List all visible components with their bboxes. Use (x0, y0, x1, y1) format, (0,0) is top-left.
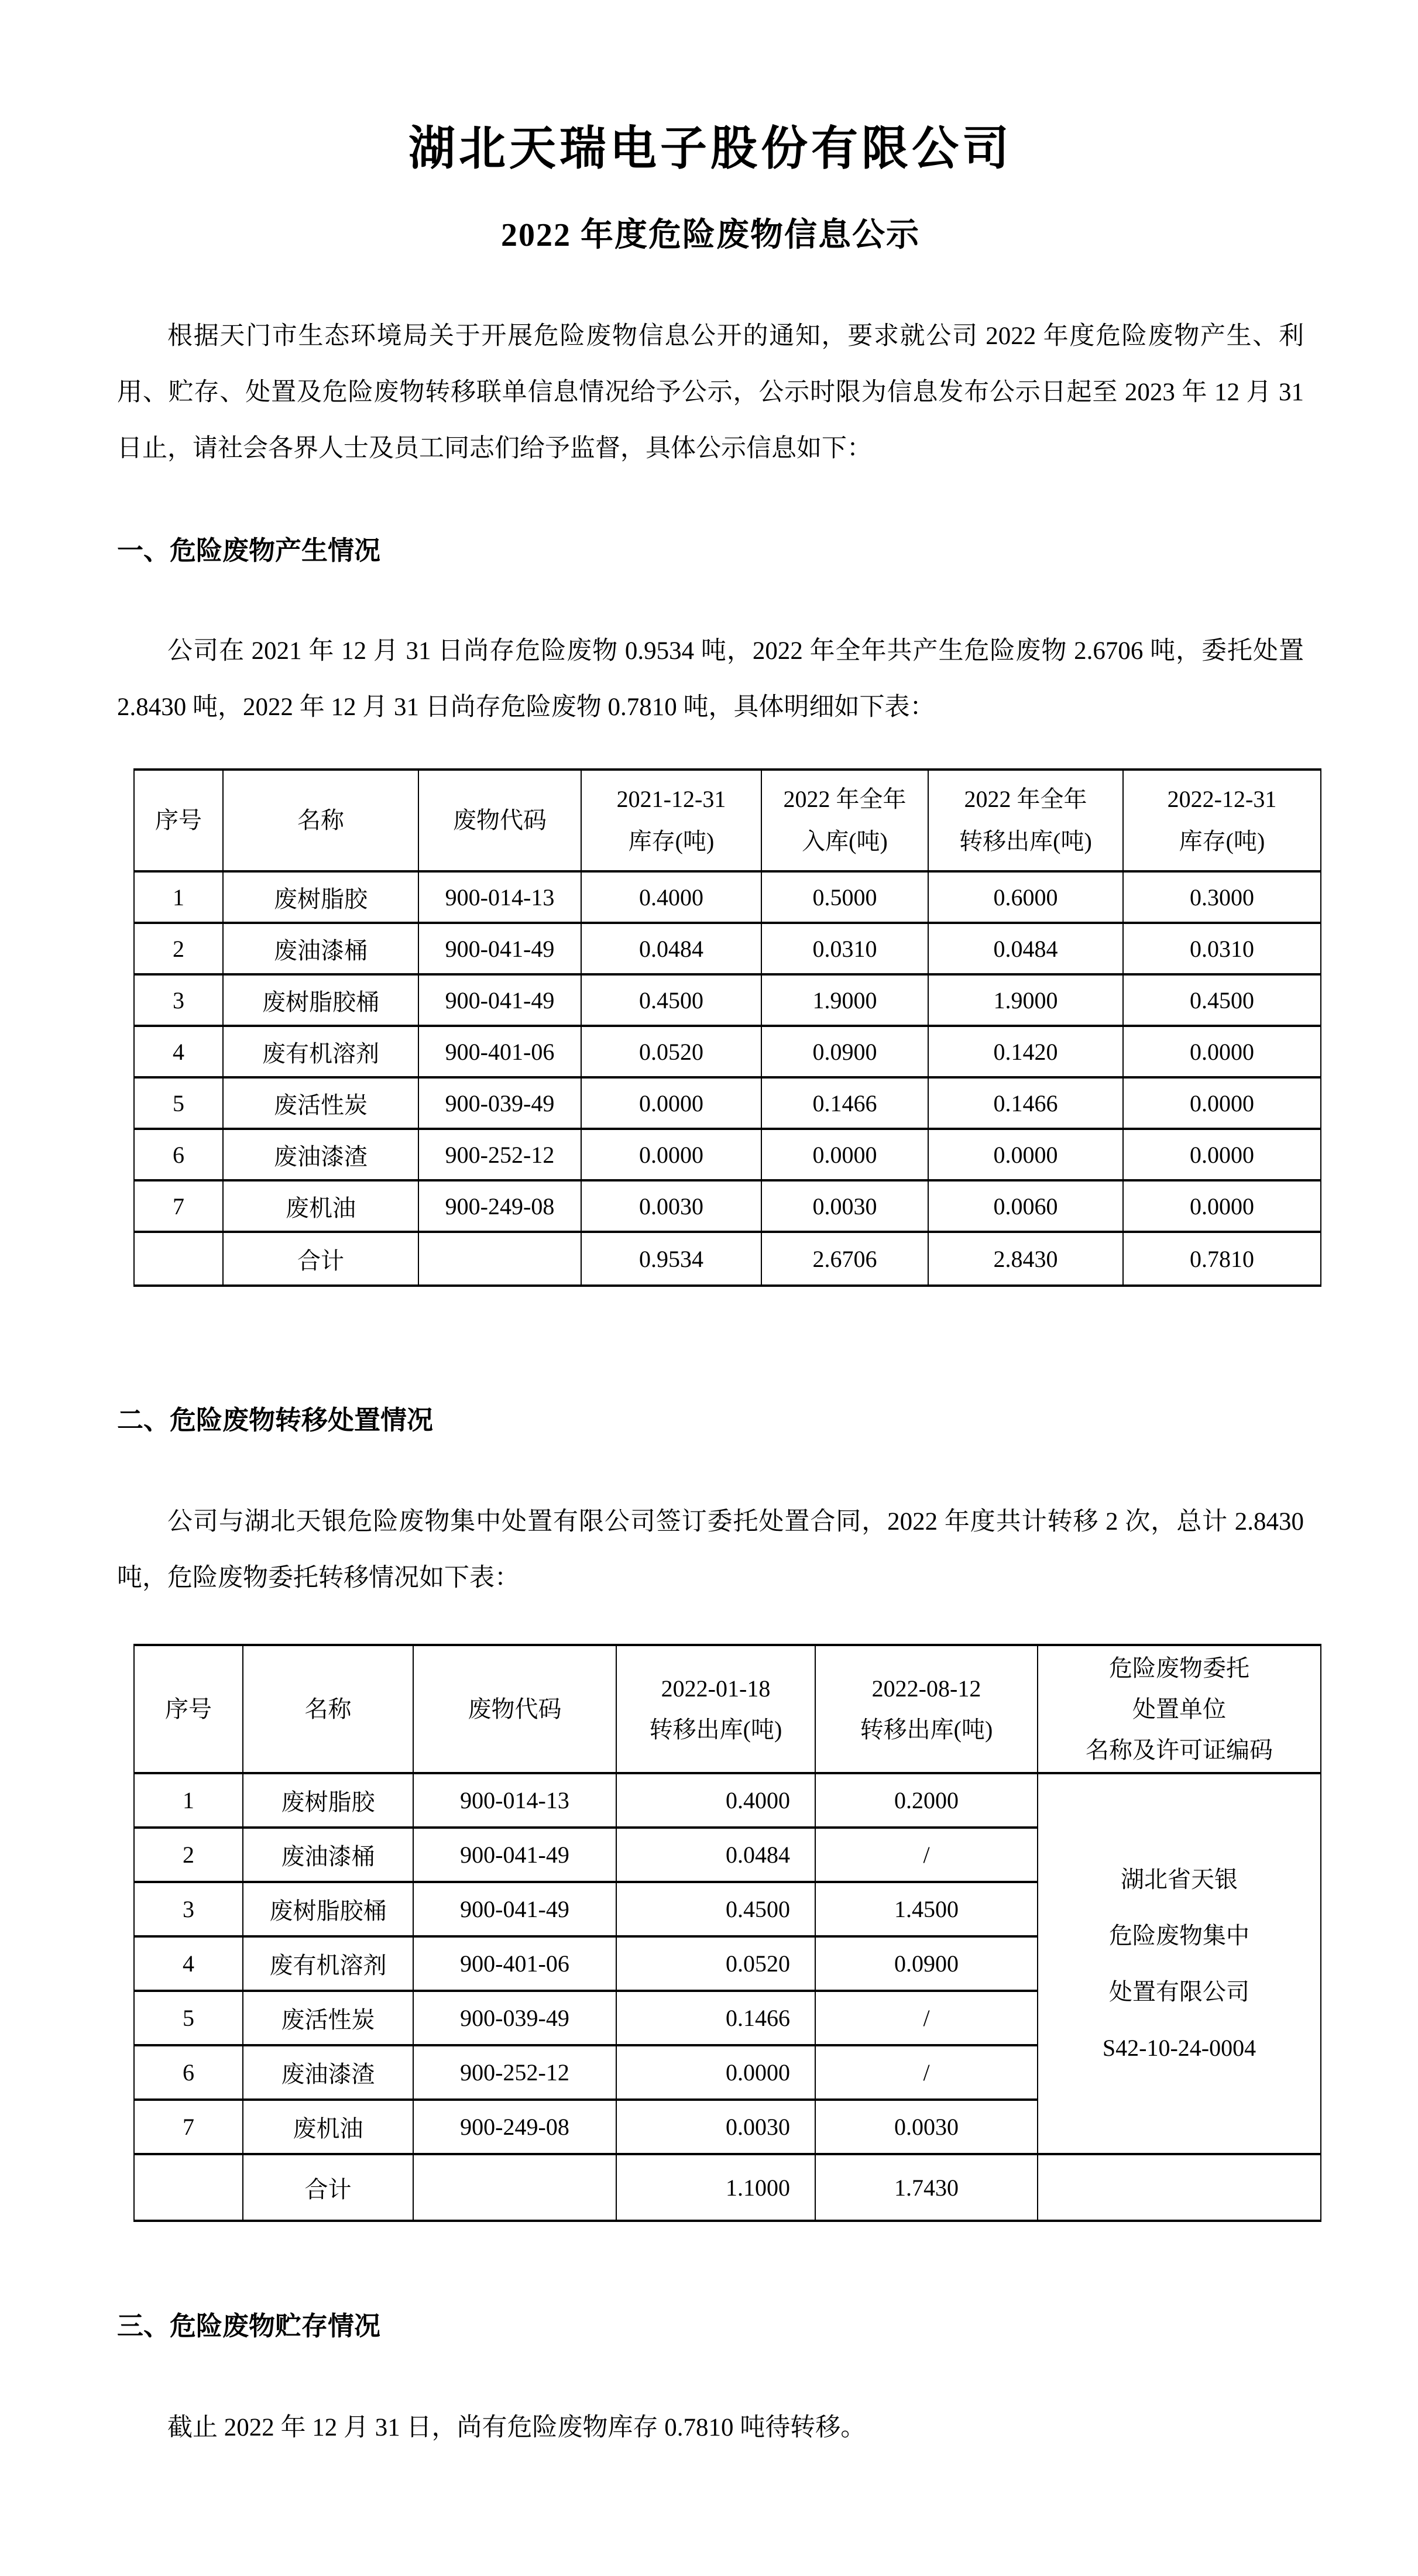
table-cell: 废机油 (223, 1180, 418, 1232)
column-header-disposal-company: 危险废物委托 处置单位 名称及许可证编码 (1038, 1645, 1321, 1773)
table-cell: 4 (134, 1026, 223, 1077)
table-cell: 900-039-49 (413, 1991, 616, 2045)
table-cell: 废油漆桶 (243, 1828, 413, 1882)
table-cell: 900-014-13 (413, 1773, 616, 1828)
table-cell: 4 (134, 1936, 243, 1991)
table-cell: 0.0030 (581, 1180, 761, 1232)
table-cell: 0.3000 (1123, 871, 1321, 923)
table-cell: 0.1420 (928, 1026, 1123, 1077)
table-cell: 3 (134, 1882, 243, 1936)
table-cell: 废活性炭 (243, 1991, 413, 2045)
table-cell: 0.0000 (1123, 1026, 1321, 1077)
column-header-transfer-jan: 2022-01-18 转移出库(吨) (616, 1645, 815, 1773)
column-header-inbound-2022: 2022 年全年 入库(吨) (761, 770, 928, 871)
table-cell: 0.0310 (1123, 923, 1321, 974)
table-cell: 7 (134, 2100, 243, 2154)
table-cell: 0.0000 (581, 1129, 761, 1180)
table-cell: 废油漆渣 (243, 2045, 413, 2100)
table-cell: 合计 (223, 1232, 418, 1286)
table-cell: 0.0030 (761, 1180, 928, 1232)
table-cell: 1 (134, 1773, 243, 1828)
waste-transfer-table-body (134, 1773, 1321, 2154)
document-subtitle: 2022 年度危险废物信息公示 (501, 217, 920, 253)
table-cell: 0.4500 (616, 1882, 815, 1936)
table-cell: 1.1000 (616, 2154, 815, 2221)
table-cell: 900-401-06 (413, 1936, 616, 1991)
table-cell: 1 (134, 871, 223, 923)
table-cell: 0.5000 (761, 871, 928, 923)
waste-generation-table-body (134, 871, 1321, 1232)
table-cell: 废树脂胶桶 (243, 1882, 413, 1936)
column-header-transferred-2022: 2022 年全年 转移出库(吨) (928, 770, 1123, 871)
table-cell: 0.0000 (616, 2045, 815, 2100)
section-3-heading: 三、危险废物贮存情况 (117, 2311, 381, 2341)
table-cell: / (815, 1828, 1038, 1882)
table-cell: 0.0030 (815, 2100, 1038, 2154)
table-cell: 0.0060 (928, 1180, 1123, 1232)
table-cell: 0.0520 (581, 1026, 761, 1077)
header-row (134, 1645, 1321, 1773)
table-cell: 0.2000 (815, 1773, 1038, 1828)
table-cell: 1.4500 (815, 1882, 1038, 1936)
table-cell: 0.0484 (581, 923, 761, 974)
table-cell: 合计 (243, 2154, 413, 2221)
table-cell: / (815, 1991, 1038, 2045)
table-cell (134, 2154, 243, 2221)
column-header-index: 序号 (134, 1645, 243, 1773)
table-row (134, 923, 1321, 974)
total-row (134, 1232, 1321, 1286)
table-cell: 废机油 (243, 2100, 413, 2154)
table-cell: 900-252-12 (418, 1129, 581, 1180)
table-cell: 1.7430 (815, 2154, 1038, 2221)
table-cell: 2 (134, 923, 223, 974)
table-cell: 0.0900 (815, 1936, 1038, 1991)
column-header-name: 名称 (223, 770, 418, 871)
table-cell: 0.0900 (761, 1026, 928, 1077)
table-cell: 废树脂胶桶 (223, 974, 418, 1026)
table-cell (134, 1232, 223, 1286)
table-cell: 0.1466 (616, 1991, 815, 2045)
section-2-intro: 公司与湖北天银危险废物集中处置有限公司签订委托处置合同，2022 年度共计转移 2 次，总计 2.8430 吨，危险废物委托转移情况如下表： (117, 1508, 1304, 1592)
column-header-waste-code: 废物代码 (418, 770, 581, 871)
total-row (134, 2154, 1321, 2221)
table-cell: 1.9000 (761, 974, 928, 1026)
column-header-transfer-aug: 2022-08-12 转移出库(吨) (815, 1645, 1038, 1773)
table-cell: 1.9000 (928, 974, 1123, 1026)
table-row (134, 974, 1321, 1026)
table-cell: / (815, 2045, 1038, 2100)
column-header-waste-code: 废物代码 (413, 1645, 616, 1773)
table-cell: 废树脂胶 (243, 1773, 413, 1828)
table-cell: 0.0000 (1123, 1129, 1321, 1180)
table-cell: 7 (134, 1180, 223, 1232)
table-cell: 0.0000 (761, 1129, 928, 1180)
table-cell: 废活性炭 (223, 1077, 418, 1129)
table-cell: 废有机溶剂 (223, 1026, 418, 1077)
waste-generation-table-total (134, 1232, 1321, 1286)
table-cell (418, 1232, 581, 1286)
table-cell: 0.1466 (928, 1077, 1123, 1129)
document-title: 湖北天瑞电子股份有限公司 (408, 123, 1012, 175)
table-cell: 6 (134, 1129, 223, 1180)
table-cell: 0.0484 (616, 1828, 815, 1882)
section-2-heading: 二、危险废物转移处置情况 (117, 1406, 434, 1435)
table-cell: 0.0000 (581, 1077, 761, 1129)
table-cell: 900-041-49 (413, 1882, 616, 1936)
table-cell: 0.0310 (761, 923, 928, 974)
section-1-heading: 一、危险废物产生情况 (117, 536, 381, 565)
column-header-stock-2022: 2022-12-31 库存(吨) (1123, 770, 1321, 871)
table-cell: 2.8430 (928, 1232, 1123, 1286)
waste-transfer-table-header (134, 1645, 1321, 1773)
table-cell (413, 2154, 616, 2221)
table-row (134, 1077, 1321, 1129)
table-row (134, 871, 1321, 923)
table-cell: 900-401-06 (418, 1026, 581, 1077)
table-cell: 0.7810 (1123, 1232, 1321, 1286)
table-cell: 2 (134, 1828, 243, 1882)
table-cell: 900-041-49 (418, 923, 581, 974)
table-cell: 废油漆渣 (223, 1129, 418, 1180)
header-row (134, 770, 1321, 871)
table-cell: 0.0484 (928, 923, 1123, 974)
table-cell: 废树脂胶 (223, 871, 418, 923)
table-cell: 6 (134, 2045, 243, 2100)
table-cell: 废油漆桶 (223, 923, 418, 974)
table-cell: 废有机溶剂 (243, 1936, 413, 1991)
table-cell (1038, 2154, 1321, 2221)
waste-generation-table-header (134, 770, 1321, 871)
table-cell: 5 (134, 1077, 223, 1129)
column-header-index: 序号 (134, 770, 223, 871)
disposal-company-cell: 湖北省天银 危险废物集中 处置有限公司 S42-10-24-0004 (1038, 1773, 1321, 2154)
table-cell: 3 (134, 974, 223, 1026)
table-cell: 0.9534 (581, 1232, 761, 1286)
table-cell: 0.0030 (616, 2100, 815, 2154)
waste-generation-table (133, 768, 1321, 1287)
column-header-stock-2021: 2021-12-31 库存(吨) (581, 770, 761, 871)
waste-transfer-table-total (134, 2154, 1321, 2221)
table-cell: 900-041-49 (418, 974, 581, 1026)
table-cell: 0.4000 (581, 871, 761, 923)
table-cell: 0.0520 (616, 1936, 815, 1991)
waste-transfer-table (133, 1644, 1321, 2222)
intro-paragraph: 根据天门市生态环境局关于开展危险废物信息公开的通知，要求就公司 2022 年度危险废物产生、利用、贮存、处置及危险废物转移联单信息情况给予公示，公示时限为信息发布公示日起至 2023 年 12 月 31 日止，请社会各界人士及员工同志们给予监督，具体公示信息如下： (117, 322, 1304, 462)
table-cell: 900-249-08 (413, 2100, 616, 2154)
table-row (134, 1026, 1321, 1077)
table-cell: 5 (134, 1991, 243, 2045)
table-cell: 900-041-49 (413, 1828, 616, 1882)
table-cell: 900-014-13 (418, 871, 581, 923)
table-row (134, 1773, 1321, 1828)
table-cell: 2.6706 (761, 1232, 928, 1286)
table-cell: 0.4500 (581, 974, 761, 1026)
section-1-intro: 公司在 2021 年 12 月 31 日尚存危险废物 0.9534 吨，2022 年全年共产生危险废物 2.6706 吨，委托处置 2.8430 吨，2022 年 12 月 31 日尚存危险废物 0.7810 吨，具体明细如下表： (117, 637, 1304, 721)
table-cell: 0.1466 (761, 1077, 928, 1129)
table-row (134, 1129, 1321, 1180)
table-cell: 0.0000 (1123, 1077, 1321, 1129)
column-header-name: 名称 (243, 1645, 413, 1773)
table-cell: 0.4500 (1123, 974, 1321, 1026)
table-cell: 0.4000 (616, 1773, 815, 1828)
table-cell: 900-249-08 (418, 1180, 581, 1232)
table-cell: 0.0000 (1123, 1180, 1321, 1232)
section-3-text: 截止 2022 年 12 月 31 日，尚有危险废物库存 0.7810 吨待转移。 (167, 2414, 866, 2441)
table-cell: 900-252-12 (413, 2045, 616, 2100)
table-row (134, 1180, 1321, 1232)
table-cell: 0.6000 (928, 871, 1123, 923)
table-cell: 0.0000 (928, 1129, 1123, 1180)
table-cell: 900-039-49 (418, 1077, 581, 1129)
